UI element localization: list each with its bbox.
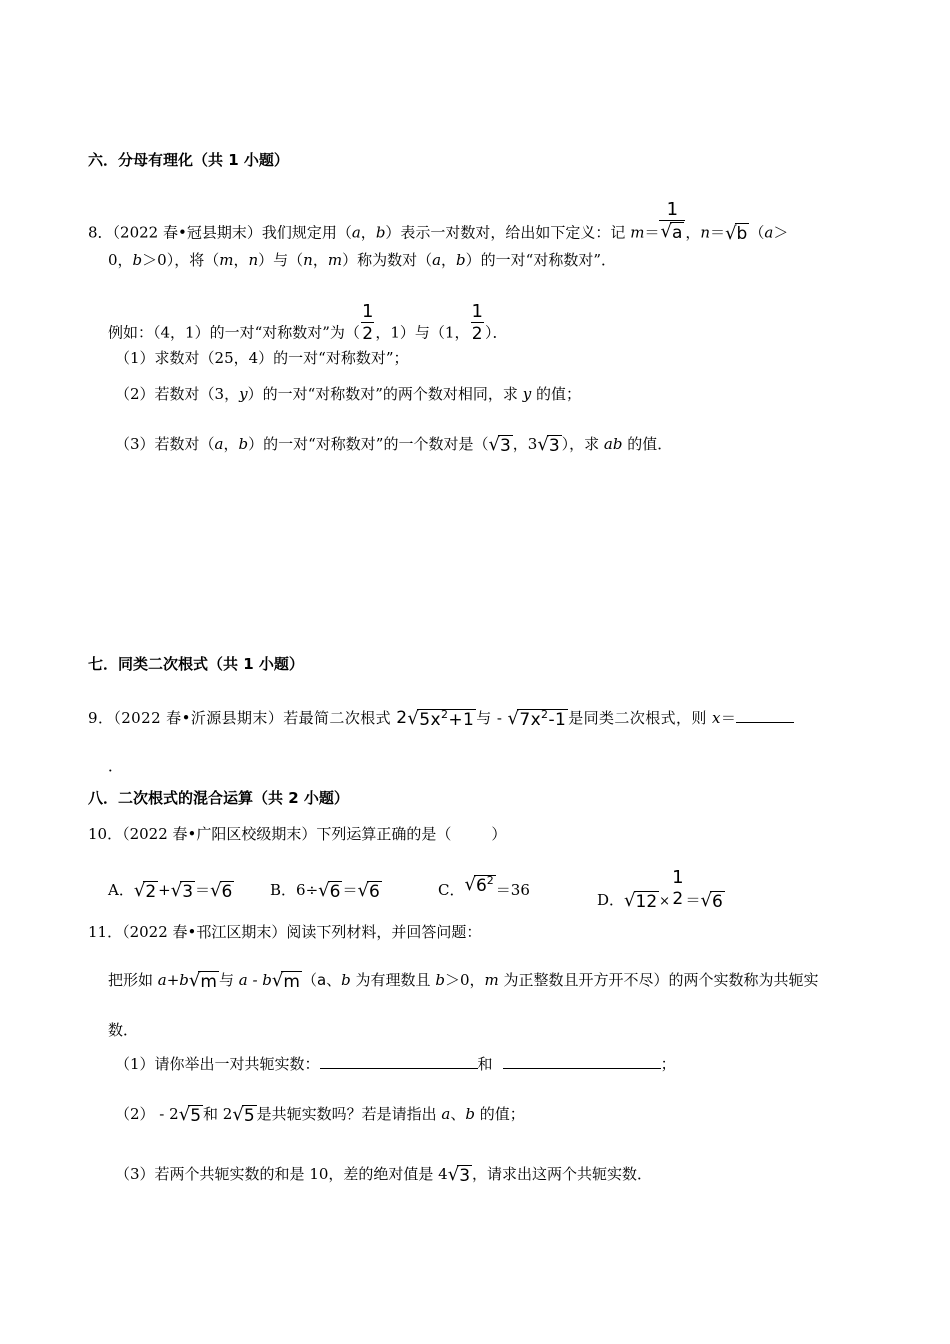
text: ）的一对“对称数对”的两个数对相同，求 [247,385,523,403]
text: 与 [218,971,239,989]
var-ab: ab [603,435,623,453]
frac-den: 2 [362,324,374,344]
q10-option-a[interactable] [108,880,234,902]
text: （2022 春•沂源县期末）若最简二次根式 [113,709,397,727]
text: ＝36 [495,881,530,899]
q9-line-1 [88,708,794,730]
radicand: 3 [182,881,194,902]
text: ， [441,251,457,269]
exponent: 2 [486,873,494,887]
text: +1 [448,709,475,730]
var-b: b [456,251,466,269]
var-b: b [375,223,386,242]
text: 和 [477,1055,493,1073]
q11-material-line-1 [108,970,819,992]
fraction-one-half [670,868,685,910]
var-b: b [238,435,249,453]
text: ）称为数对（ [342,251,433,269]
sqrt-3: √3 [488,434,511,456]
sqrt-5: √5 [232,1104,255,1126]
frac-num: 1 [666,199,679,220]
radicand: 6 [712,891,723,912]
radicand: 3 [499,435,511,456]
sqrt-2: √2 [133,880,157,902]
var-b: b [341,971,351,989]
var-a: a [316,971,327,989]
fraction-one-half [469,302,484,345]
sqrt-a: √a [660,221,683,243]
var-n: n [248,251,259,269]
radicand [417,709,476,730]
radicand: b [736,224,748,244]
text: 5x [419,709,441,730]
sqrt-6: √6 [357,880,380,902]
sqrt-7x2-minus-1: $√7x^2-1$ [507,707,567,730]
q10-option-d[interactable] [597,867,725,922]
var-a: a [764,223,774,242]
var-m: m [484,971,499,989]
var-m: m [630,223,645,242]
text: ） [491,825,507,843]
text: 的值； [475,1105,525,1123]
text: 与 - [476,709,508,727]
text: ＝ [195,881,211,899]
section-8-title: 八．二次根式的混合运算（共 2 小题） [88,789,349,807]
radicand: m [283,971,300,992]
text: ）与（ [258,251,304,269]
text: （ [749,223,765,242]
text: （3）若数对（ [115,435,215,453]
text: ＞0， [444,971,485,989]
section-6-title: 六．分母有理化（共 1 小题） [88,151,289,169]
text: （ [301,971,317,989]
fraction-one-half [360,302,375,345]
text: ＞0），将（ [142,251,220,269]
text: ， [360,223,376,242]
var-m: m [327,251,343,269]
var-m: m [219,251,234,269]
text: 6 [475,875,487,896]
text: 和 2 [203,1105,233,1123]
text: ＝ [720,709,737,727]
text: 10．（2022 春•广阳区校级期末）下列运算正确的是（ [88,825,452,843]
var-b: b [132,251,143,269]
var-y: y [522,385,532,403]
text: 为有理数且 [350,971,436,989]
q8-fraction-1-over-sqrt-a [659,200,685,243]
radicand: m [200,971,217,992]
text: 0， [108,251,133,269]
text: ，1）与（1， [375,323,470,342]
sqrt-3: √3 [537,434,560,456]
q11-material-line-2: 数． [108,1021,139,1039]
text: 为正整数且开方开不尽）的两个实数称为共轭实 [498,971,819,989]
var-n: n [303,251,313,269]
text: × [659,894,671,909]
var-a: a [432,251,442,269]
radicand: 2 [145,881,157,902]
text: 、 [450,1105,466,1123]
radicand: 6 [329,881,341,902]
text: 的值． [622,435,673,453]
var-x: x [712,709,721,727]
text: 6÷ [296,881,319,899]
q11-answer-blank-2[interactable] [503,1054,661,1069]
radicand: 3 [459,1165,471,1186]
q11-part-1 [115,1054,676,1074]
var-a: a [441,1105,451,1123]
comma: ， [685,223,701,242]
sqrt-6: √6 [318,880,341,902]
sqrt-6: √6 [700,890,723,912]
frac-num: 1 [361,301,374,322]
text: ）． [484,323,508,342]
frac-num: 1 [471,301,483,322]
text: ，3 [512,435,538,453]
option-label: C． [438,881,465,899]
text: 、 [326,971,342,989]
var-b: b [465,1105,475,1123]
q9-answer-blank[interactable] [736,708,794,723]
q11-answer-blank-1[interactable] [320,1054,478,1069]
frac-num: 1 [672,867,684,888]
text: 是共轭实数吗？若是请指出 [256,1105,442,1123]
exponent: 2 [440,707,449,721]
frac-den: 2 [672,889,684,909]
sqrt-m: √m [188,970,217,992]
q8-part-1: （1）求数对（25，4）的一对“对称数对”； [115,349,409,367]
option-label: B． [270,881,297,899]
section-7-title: 七．同类二次根式（共 1 小题） [88,655,304,673]
sqrt-5x2-plus-1: $√5x^2+1$ [407,707,475,730]
radicand: 5 [190,1105,202,1126]
text: ， [312,251,328,269]
text: （1）请你举出一对共轭实数： [115,1055,320,1073]
expr: a - b [238,971,272,989]
text: 把形如 [108,971,158,989]
q8-number: 8． [88,223,113,242]
text: ； [660,1055,676,1073]
text: （3）若两个共轭实数的和是 10，差的绝对值是 4 [115,1165,448,1183]
radicand: 6 [221,881,233,902]
text: ），求 [561,435,604,453]
sqrt-b: √b [725,222,748,244]
exponent: 2 [541,707,549,721]
q10-stem [88,824,506,844]
radicand [474,875,496,896]
option-label: A． [108,881,134,899]
q11-part-2 [115,1104,525,1126]
text: 是同类二次根式，则 [568,709,712,727]
q9-number: 9． [88,709,114,727]
q10-option-c[interactable] [438,873,530,902]
sqrt-m: √m [271,970,300,992]
radicand: 12 [635,891,658,912]
sqrt-5: √5 [178,1104,202,1126]
q9-end: ． [108,757,124,775]
var-b: b [435,971,445,989]
equals: ＝ [710,223,726,242]
text: ，请求出这两个共轭实数． [472,1165,653,1183]
text: ）的一对“对称数对”． [465,251,616,269]
q8-source: （2022 春•冠县期末）我们规定用（ [112,223,352,242]
text: 例如：（4，1）的一对“对称数对”为（ [108,323,360,342]
q11-part-3 [115,1164,652,1186]
text: ）的一对“对称数对”的一个数对是（ [248,435,489,453]
q10-option-b[interactable] [270,880,382,902]
q8-line-1 [88,199,789,255]
sqrt-3: √3 [170,880,194,902]
radicand: a [671,222,683,243]
var-a: a [351,223,361,242]
radicand: 5 [243,1105,255,1126]
radicand: 6 [368,881,380,902]
var-n: n [700,223,711,242]
text: ， [233,251,249,269]
radicand: 3 [548,435,560,456]
text: ＝ [342,881,358,899]
text: 的值； [531,385,581,403]
text: ＞ [773,223,789,242]
expr: a+b [157,971,189,989]
text: （2）若数对（3， [115,385,240,403]
text: ＝ [685,891,701,909]
option-label: D． [597,891,625,909]
q8-line-2 [108,250,616,270]
text: 2 [396,708,408,728]
var-y: y [239,385,248,403]
q8-part-2 [115,384,581,404]
equals: ＝ [644,223,660,242]
q11-stem: 11．（2022 春•邗江区期末）阅读下列材料，并回答问题： [88,923,482,941]
sqrt-3: √3 [447,1164,471,1186]
text: + [158,881,171,899]
text: 7x [519,709,542,730]
sqrt-12: √12 [624,890,658,912]
frac-den: 2 [471,324,483,344]
radicand [517,709,568,730]
q8-def-text: ）表示一对数对，给出如下定义：记 [385,223,631,242]
text: （2） - 2 [115,1105,179,1123]
sqrt-6: √6 [210,880,233,902]
sqrt-6-squared: $√6^2$ [464,873,494,896]
text: -1 [548,709,567,730]
text: ， [223,435,239,453]
var-a: a [214,435,224,453]
q8-part-3 [115,434,672,456]
